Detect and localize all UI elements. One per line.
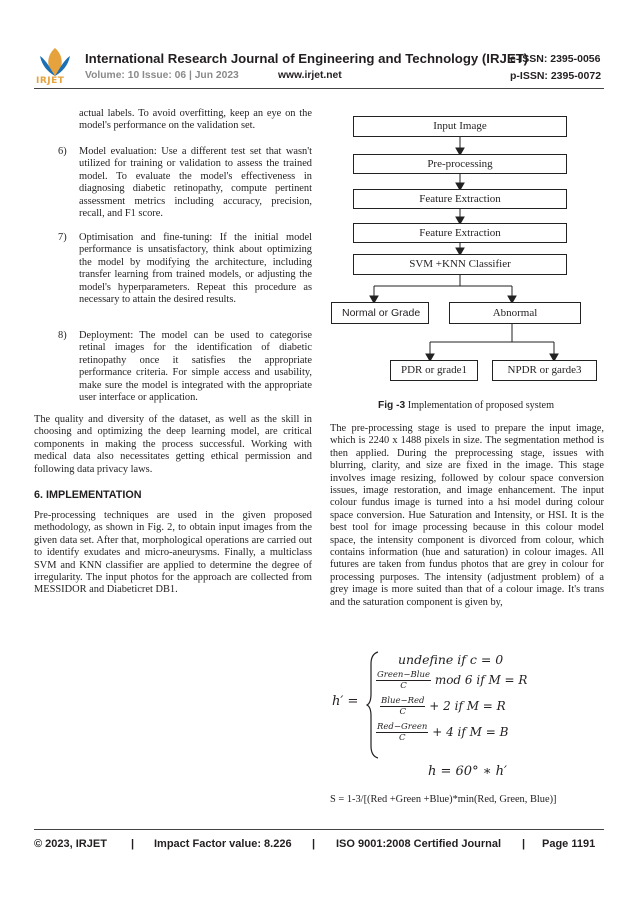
frac-denominator: C bbox=[398, 733, 406, 743]
implementation-paragraph: Pre-processing techniques are used in the given proposed methodology, as shown in Fig. 2, to obtain input images from the given data set. After that, morphological operations are carried out to identify exudates and micro-aneurysms. Finally, a multiclass SVM and KNN classifier are applied to determine the degree of irregularity. The input photos for the approach are collected from MESSIDOR and Diabeticret DB1. bbox=[34, 510, 312, 596]
journal-title: International Research Journal of Engineering and Technology (IRJET) bbox=[85, 51, 529, 66]
p-issn: p-ISSN: 2395-0072 bbox=[510, 70, 602, 82]
footer-separator: | bbox=[522, 838, 526, 850]
list-text: Optimisation and fine-tuning: If the initial model performance is unsatisfactory, think about optimizing the model by modifying the architecture, including transfer learning from trained models, or adjusting the model's hyperparameters. Repeat this procedure as necessary to attain the desired results. bbox=[79, 232, 312, 306]
list-number: 8) bbox=[58, 330, 67, 341]
footer-separator: | bbox=[131, 838, 135, 850]
equation-brace bbox=[366, 650, 380, 760]
figure-label: Fig -3 bbox=[378, 400, 406, 411]
equation-h: h = 60° ∗ h′ bbox=[428, 764, 507, 779]
footer-impact-factor: Impact Factor value: 8.226 bbox=[154, 838, 292, 850]
flow-box-pdr: PDR or grade1 bbox=[390, 360, 478, 381]
equation-case-2-rest: mod 6 if M = R bbox=[434, 673, 528, 687]
footer-separator: | bbox=[312, 838, 316, 850]
footer-iso: ISO 9001:2008 Certified Journal bbox=[336, 838, 502, 850]
frac-denominator: C bbox=[399, 707, 406, 717]
intro-continuation: actual labels. To avoid overfitting, keep an eye on the model's performance on the validation set. bbox=[79, 108, 312, 132]
flowchart-connectors bbox=[326, 106, 606, 398]
flowchart bbox=[326, 106, 606, 398]
equation-case-3-rest: + 2 if M = R bbox=[429, 699, 506, 713]
flow-box-normal: Normal or Grade bbox=[331, 302, 429, 324]
equation-case-4-rest: + 4 if M = B bbox=[432, 725, 509, 739]
flow-box-input-image: Input Image bbox=[353, 116, 567, 137]
preprocessing-paragraph: The pre-processing stage is used to prepare the input image, which is 2240 x 1488 pixels in size. The segmentation method is then applied. During the preprocessing stage, issues with blurring, clarity, and size are fixed in the image. This stage involves image resizing, followed by colour space conversion issues, image restoration, and image enhancement. The input colour fundus image is turned into a hsi model during colour space conversion. Hue Saturation and Intensity, or HSI. It is the best tool for image processing because in this colour model space, the intensity component is divorced from colour, which contains information (hue and saturation) in colour images. All futures are taken from fundus photos that are grey in colour for processing purposes. The intensity (adjustment problem) of a grey image is more suited than that of a colour image. It's trans and the saturation component is given by, bbox=[330, 423, 604, 608]
footer-divider bbox=[34, 829, 604, 830]
equation-lhs: h′ = bbox=[332, 694, 359, 709]
frac-numerator: Green−Blue bbox=[377, 670, 430, 680]
list-text: Model evaluation: Use a different test set that wasn't utilized for training or validation to assess the trained model. To evaluate the model's effectiveness in diagnosing diabetic retinopathy, compute pertinent assessment metrics including accuracy, precision, recall, and F1 score. bbox=[79, 146, 312, 220]
frac-numerator: Red−Green bbox=[377, 722, 428, 732]
e-issn: e-ISSN: 2395-0056 bbox=[510, 53, 601, 65]
figure-caption-text: Implementation of proposed system bbox=[407, 400, 554, 411]
flow-box-feature-extraction-1: Feature Extraction bbox=[353, 189, 567, 209]
flow-box-classifier: SVM +KNN Classifier bbox=[353, 254, 567, 275]
section-heading: 6. IMPLEMENTATION bbox=[34, 489, 142, 501]
flow-box-npdr: NPDR or garde3 bbox=[492, 360, 597, 381]
volume-issue: Volume: 10 Issue: 06 | Jun 2023 bbox=[85, 70, 239, 81]
flow-box-feature-extraction-2: Feature Extraction bbox=[353, 223, 567, 243]
logo-text: IRJET bbox=[36, 76, 65, 86]
list-text: Deployment: The model can be used to categorise retinal images for the identification of diabetic retinopathy once it satisfies the appropriate performance criteria. For simple access and usability, make sure the model is integrated with the appropriate user interface or application. bbox=[79, 330, 312, 404]
equation-s: S = 1-3/[(Red +Green +Blue)*min(Red, Green, Blue)] bbox=[330, 794, 557, 805]
footer-page: Page 1191 bbox=[542, 838, 596, 850]
flow-box-abnormal: Abnormal bbox=[449, 302, 581, 324]
figure-caption bbox=[326, 400, 606, 411]
header-divider bbox=[34, 88, 604, 89]
equation-case-3 bbox=[380, 696, 506, 717]
equation-case-2 bbox=[376, 670, 527, 691]
footer-copyright: © 2023, IRJET bbox=[34, 838, 107, 850]
equation-case-1: undefine if c = 0 bbox=[398, 652, 504, 667]
website-link[interactable]: www.irjet.net bbox=[278, 70, 342, 81]
flow-box-preprocessing: Pre-processing bbox=[353, 154, 567, 174]
list-number: 6) bbox=[58, 146, 67, 157]
closing-paragraph: The quality and diversity of the dataset, as well as the skill in choosing and optimizing the deep learning model, are critical components in making the process successful. Working with medical data also necessitates getting ethical permission and following data privacy laws. bbox=[34, 414, 312, 475]
list-number: 7) bbox=[58, 232, 67, 243]
frac-denominator: C bbox=[400, 681, 407, 691]
frac-numerator: Blue−Red bbox=[381, 696, 425, 706]
equation-case-4 bbox=[376, 722, 508, 743]
